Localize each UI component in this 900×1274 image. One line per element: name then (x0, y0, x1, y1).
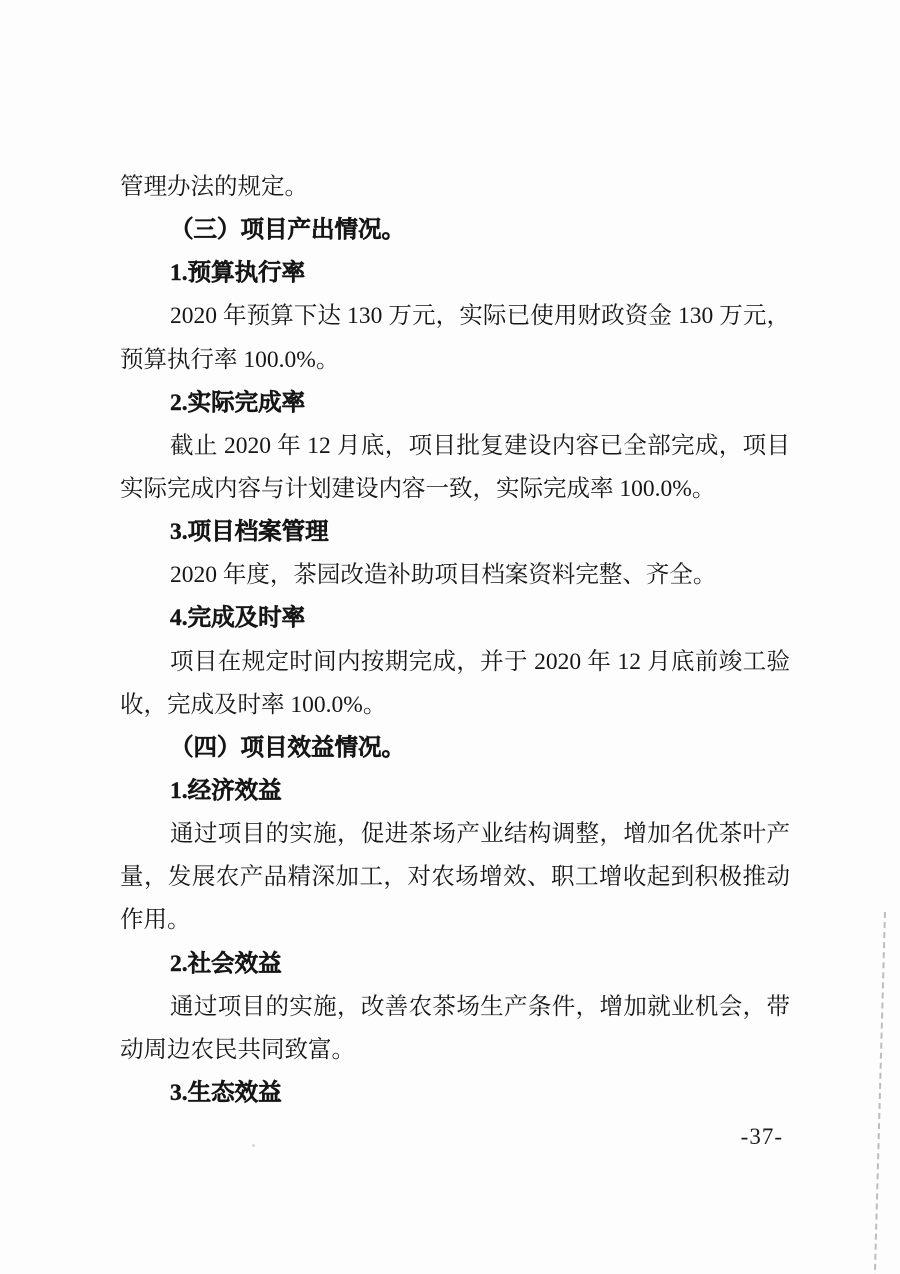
heading-project-archive-management: 3.项目档案管理 (170, 519, 329, 546)
para-actual-completion-line2: 实际完成内容与计划建设内容一致，实际完成率 100.0%。 (120, 475, 716, 502)
heading-section-four-project-benefits: （四）项目效益情况。 (170, 734, 405, 761)
scan-edge-dashed-line (874, 912, 886, 1274)
heading-economic-benefits: 1.经济效益 (170, 777, 282, 804)
para-social-line1: 通过项目的实施，改善农茶场生产条件，增加就业机会，带 (170, 993, 790, 1020)
para-budget-execution-line1: 2020 年预算下达 130 万元，实际已使用财政资金 130 万元， (170, 303, 790, 330)
document-body (120, 166, 790, 1115)
heading-actual-completion-rate: 2.实际完成率 (170, 389, 306, 416)
page-number: -37- (740, 1124, 783, 1149)
heading-social-benefits: 2.社会效益 (170, 950, 282, 977)
para-social-line2: 动周边农民共同致富。 (120, 1036, 355, 1063)
para-timeliness-line1: 项目在规定时间内按期完成，并于 2020 年 12 月底前竣工验 (170, 648, 790, 675)
para-economic-line1: 通过项目的实施，促进茶场产业结构调整，增加名优茶叶产 (170, 821, 790, 848)
body-line-regulations: 管理办法的规定。 (120, 174, 308, 200)
heading-ecological-benefits: 3.生态效益 (170, 1079, 282, 1106)
heading-completion-timeliness-rate: 4.完成及时率 (170, 605, 306, 632)
heading-budget-execution-rate: 1.预算执行率 (170, 260, 306, 287)
para-timeliness-line2: 收，完成及时率 100.0%。 (120, 691, 387, 718)
para-economic-line2: 量，发展农产品精深加工，对农场增效、职工增收起到积极推动 (120, 864, 790, 891)
heading-section-three-project-output: （三）项目产出情况。 (170, 217, 405, 244)
scan-speck (252, 1144, 255, 1147)
para-archive-line1: 2020 年度，茶园改造补助项目档案资料完整、齐全。 (170, 562, 717, 589)
para-economic-line3: 作用。 (120, 907, 191, 934)
para-actual-completion-line1: 截止 2020 年 12 月底，项目批复建设内容已全部完成，项目 (170, 432, 790, 459)
para-budget-execution-line2: 预算执行率 100.0%。 (120, 346, 340, 373)
